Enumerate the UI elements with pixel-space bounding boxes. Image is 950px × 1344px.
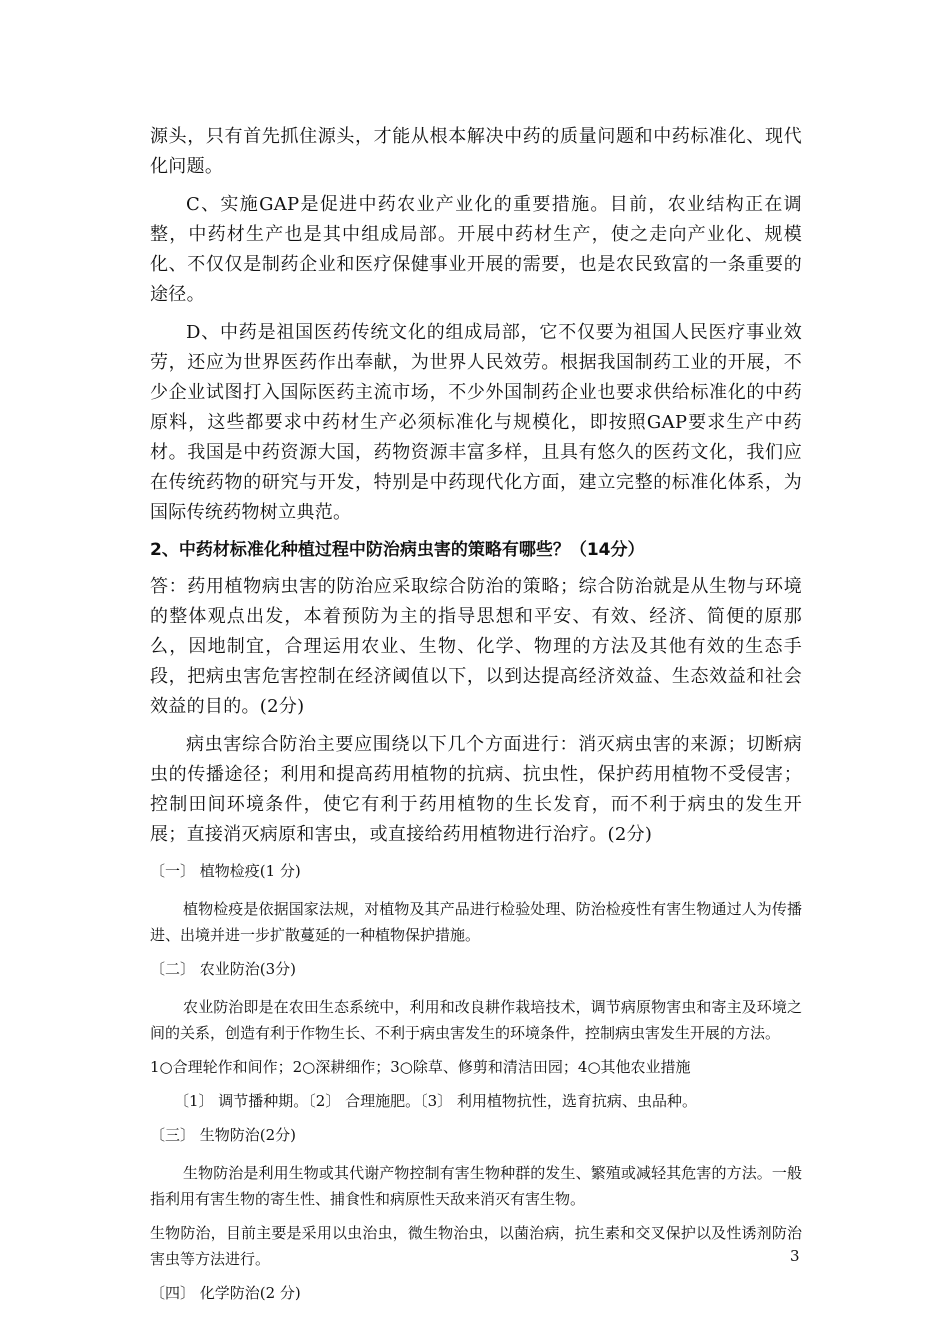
section-body-agriculture: 农业防治即是在农田生态系统中，利用和改良耕作栽培技术，调节病原物害虫和寄主及环境之间的关系，创造有利于作物生长、不利于病虫害发生的环境条件，控制病虫害发生开展的方法。 (150, 998, 802, 1042)
section-title-quarantine: 〔一〕 植物检疫(1 分) (150, 862, 301, 880)
section-title-agriculture: 〔二〕 农业防治(3分) (150, 960, 297, 978)
section-title-chemical: 〔四〕 化学防治(2 分) (150, 1284, 301, 1302)
section-body-biological-2: 生物防治，目前主要是采用以虫治虫，微生物治虫，以菌治病，抗生素和交叉保护以及性诱剂防治害虫等方法进行。 (150, 1224, 802, 1268)
section-title-biological: 〔三〕 生物防治(2分) (150, 1126, 297, 1144)
agriculture-sub-measures: 〔1〕 调节播种期。〔2〕 合理施肥。〔3〕 利用植物抗性，选育抗病、虫品种。 (174, 1092, 697, 1110)
section-body-quarantine: 植物检疫是依据国家法规，对植物及其产品进行检验处理、防治检疫性有害生物通过人为传播进、出境并进一步扩散蔓延的一种植物保护措施。 (150, 900, 802, 944)
paragraph-point-c: C、实施GAP是促进中药农业产业化的重要措施。目前，农业结构正在调整，中药材生产也是其中组成局部。开展中药材生产，使之走向产业化、规模化、不仅仅是制药企业和医疗保健事业开展的需要，也是农民致富的一条重要的途径。 (150, 194, 802, 305)
answer-paragraph: 答：药用植物病虫害的防治应采取综合防治的策略；综合防治就是从生物与环境的整体观点出发，本着预防为主的指导思想和平安、有效、经济、简便的原那么，因地制宜，合理运用农业、生物、化学、物理的方法及其他有效的生态手段，把病虫害危害控制在经济阈值以下，以到达提高经济效益、生态效益和社会效益的目的。(2分) (150, 576, 802, 717)
paragraph-continuation: 源头，只有首先抓住源头，才能从根本解决中药的质量问题和中药标准化、现代化问题。 (150, 126, 802, 177)
question-heading: 2、中药材标准化种植过程中防治病虫害的策略有哪些？（14分） (150, 540, 645, 560)
section-body-biological: 生物防治是利用生物或其代谢产物控制有害生物种群的发生、繁殖或减轻其危害的方法。一般指利用有害生物的寄生性、捕食性和病原性天敌来消灭有害生物。 (150, 1164, 802, 1208)
agriculture-measures-list: 1○合理轮作和间作；2○深耕细作；3○除草、修剪和清洁田园；4○其他农业措施 (150, 1058, 691, 1076)
answer-paragraph-2: 病虫害综合防治主要应围绕以下几个方面进行：消灭病虫害的来源；切断病虫的传播途径；利用和提高药用植物的抗病、抗虫性，保护药用植物不受侵害；控制田间环境条件，使它有利于药用植物的生长发育，而不利于病虫的发生开展；直接消灭病原和害虫，或直接给药用植物进行治疗。(2分) (150, 734, 802, 845)
paragraph-point-d: D、中药是祖国医药传统文化的组成局部，它不仅要为祖国人民医疗事业效劳，还应为世界医药作出奉献，为世界人民效劳。根据我国制药工业的开展，不少企业试图打入国际医药主流市场，不少外国制药企业也要求供给标准化的中药原料，这些都要求中药材生产必须标准化与规模化，即按照GAP要求生产中药材。我国是中药资源大国，药物资源丰富多样，且具有悠久的医药文化，我们应在传统药物的研究与开发，特别是中药现代化方面，建立完整的标准化体系，为国际传统药物树立典范。 (150, 322, 802, 523)
page-content (150, 122, 802, 1306)
page-number: 3 (790, 1247, 800, 1265)
